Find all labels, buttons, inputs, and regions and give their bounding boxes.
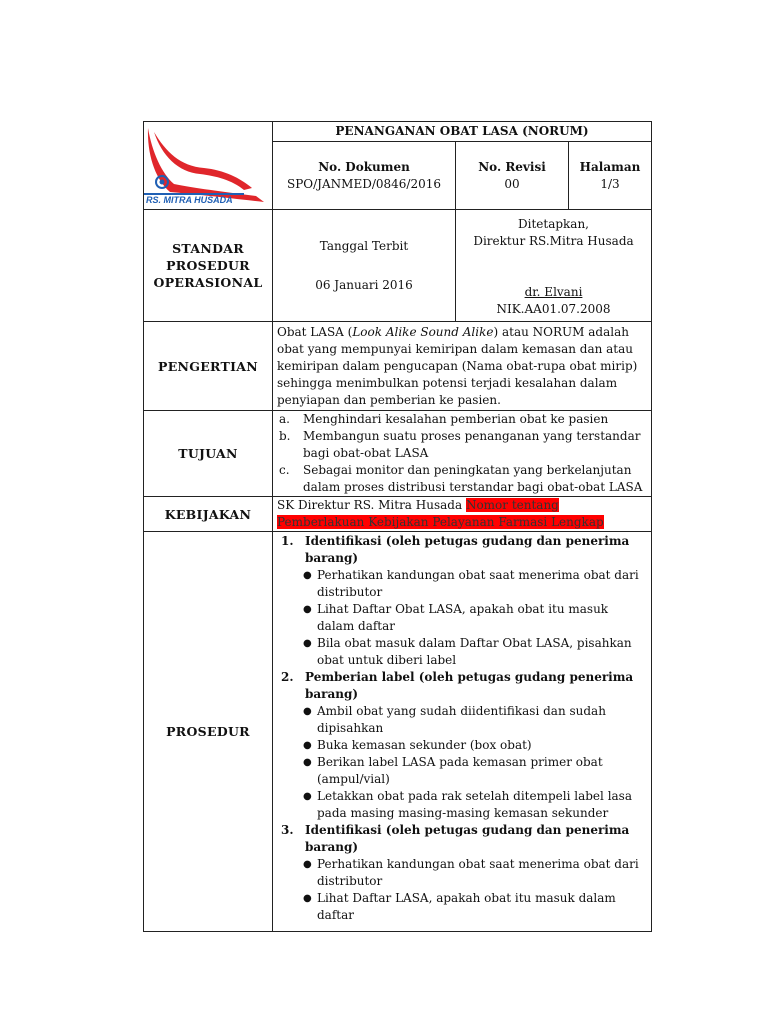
approval-cell <box>456 210 652 322</box>
procedure-step: 3. Identifikasi (oleh petugas gudang dan penerima barang) ● Perhatikan kandungan obat saat menerima obat dari distributor ● Lihat Daftar LASA, apakah obat itu masuk dalam daftar <box>277 822 647 924</box>
sop-label-line3: OPERASIONAL <box>153 275 263 290</box>
tujuan-label: TUJUAN <box>144 411 273 497</box>
doc-number-cell <box>273 142 456 210</box>
tujuan-content <box>273 411 652 497</box>
list-item: ● Letakkan obat pada rak setelah ditempeli label lasa pada masing masing-masing kemasan sekunder <box>303 789 632 820</box>
procedure-step: 1. Identifikasi (oleh petugas gudang dan penerima barang) ● Perhatikan kandungan obat saat menerima obat dari distributor ● Lihat Daftar Obat LASA, apakah obat itu masuk dalam daftar ● Bila obat masuk dalam Daftar Obat LASA, pisahkan obat untuk diberi label <box>277 533 647 669</box>
highlighted-policy-number: Nomor tentang <box>465 498 559 512</box>
logo-text: RS. MITRA HUSADA <box>146 195 233 204</box>
list-item: ● Perhatikan kandungan obat saat menerima obat dari distributor <box>303 568 639 599</box>
sop-document <box>143 121 651 926</box>
procedure-step: 2. Pemberian label (oleh petugas gudang penerima barang) ● Ambil obat yang sudah diidentifikasi dan sudah dipisahkan ● Buka kemasan sekunder (box obat) ● Berikan label LASA pada kemasan primer obat (ampul/vial) ● Letakkan obat pada rak setelah ditempeli label lasa pada masing masing-masing kemasan sekunder <box>277 669 647 822</box>
page-cell <box>569 142 652 210</box>
hospital-logo-cell <box>144 122 273 210</box>
sop-label-line2: PROSEDUR <box>166 258 250 273</box>
revision-label: No. Revisi <box>478 159 546 174</box>
approval-label: Ditetapkan, <box>517 217 589 231</box>
revision-value: 00 <box>504 176 520 191</box>
kebijakan-label: KEBIJAKAN <box>144 497 273 532</box>
list-item: ● Lihat Daftar LASA, apakah obat itu masuk dalam daftar <box>303 891 616 922</box>
kebijakan-text: SK Direktur RS. Mitra Husada Nomor tentang Pemberlakuan Kebijakan Pelayanan Farmasi Lengkap <box>273 497 652 532</box>
signer-name: dr. Elvani <box>524 285 583 299</box>
highlighted-policy-title: Pemberlakuan Kebijakan Pelayanan Farmasi Lengkap <box>277 515 604 529</box>
signer-id: NIK.AA01.07.2008 <box>496 302 611 316</box>
page-value: 1/3 <box>600 176 620 191</box>
prosedur-label: PROSEDUR <box>144 532 273 932</box>
list-item: ● Bila obat masuk dalam Daftar Obat LASA, pisahkan obat untuk diberi label <box>303 636 632 667</box>
revision-cell <box>456 142 569 210</box>
prosedur-steps <box>277 533 647 924</box>
sop-label-cell <box>144 210 273 322</box>
issue-date-value: 06 Januari 2016 <box>315 277 413 292</box>
pengertian-label: PENGERTIAN <box>144 322 273 411</box>
document-title: PENANGANAN OBAT LASA (NORUM) <box>273 122 652 142</box>
list-item: ● Lihat Daftar Obat LASA, apakah obat itu masuk dalam daftar <box>303 602 609 633</box>
logo-red-swoosh <box>148 128 264 202</box>
list-item: a. Menghindari kesalahan pemberian obat ke pasien <box>279 412 609 426</box>
pengertian-text: Obat LASA (Look Alike Sound Alike) atau NORUM adalah obat yang mempunyai kemiripan dalam kemasan dan atau kemiripan dalam pengucapan (Nama obat-rupa obat mirip) sehingga menimbulkan potensi terjadi kesalahan dalam penyiapan dan pemberian ke pasien. <box>273 322 652 411</box>
lasa-term: Look Alike Sound Alike <box>352 324 494 339</box>
doc-number-label: No. Dokumen <box>318 159 410 174</box>
list-item: b. Membangun suatu proses penanganan yang terstandar bagi obat-obat LASA <box>279 429 641 460</box>
hospital-logo <box>144 122 273 204</box>
list-item: ● Ambil obat yang sudah diidentifikasi dan sudah dipisahkan <box>303 704 606 735</box>
approver-title: Direktur RS.Mitra Husada <box>473 234 634 248</box>
issue-date-cell <box>273 210 456 322</box>
doc-number-value: SPO/JANMED/0846/2016 <box>287 176 441 191</box>
page-label: Halaman <box>579 159 641 174</box>
list-item: ● Buka kemasan sekunder (box obat) <box>303 738 532 752</box>
issue-date-label: Tanggal Terbit <box>319 238 409 253</box>
list-item: ● Berikan label LASA pada kemasan primer obat (ampul/vial) <box>303 755 603 786</box>
list-item: c. Sebagai monitor dan peningkatan yang berkelanjutan dalam proses distribusi terstandar bagi obat-obat LASA <box>279 463 643 494</box>
tujuan-list <box>277 411 647 496</box>
sop-label-line1: STANDAR <box>172 241 244 256</box>
prosedur-content <box>273 532 652 932</box>
sop-table <box>143 121 652 932</box>
list-item: ● Perhatikan kandungan obat saat menerima obat dari distributor <box>303 857 639 888</box>
